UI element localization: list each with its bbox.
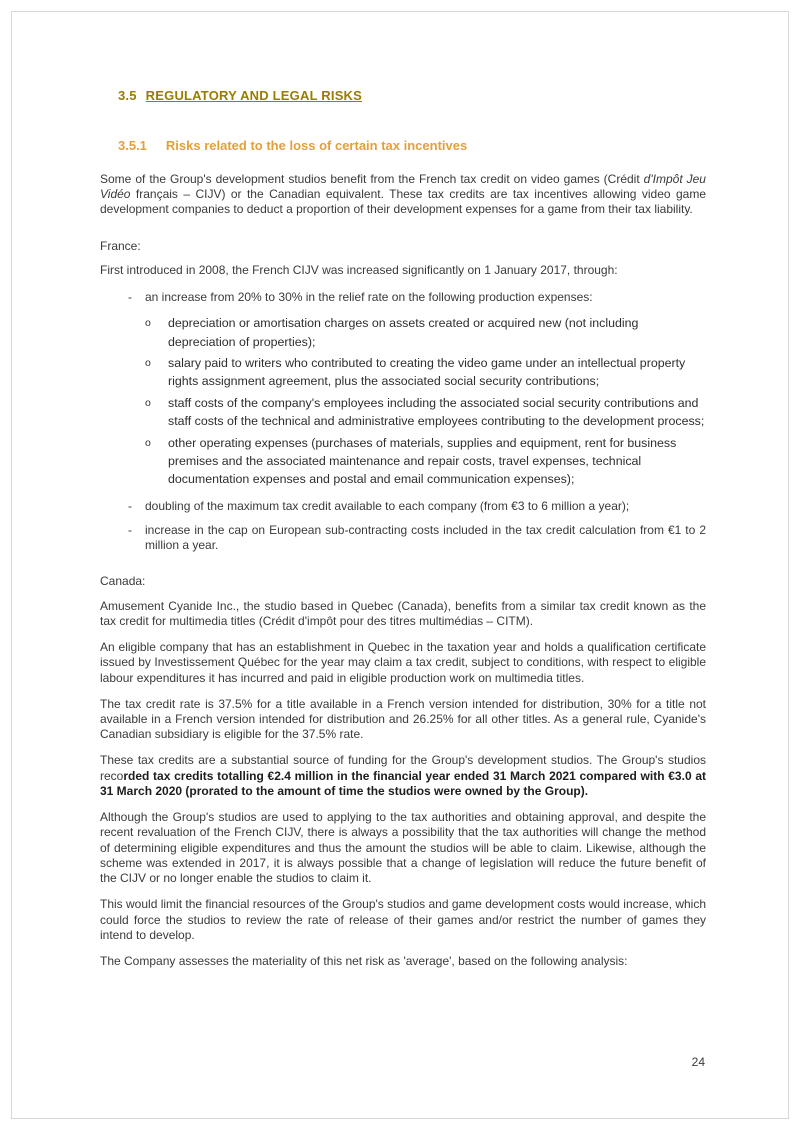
sub-bullet-item (100, 394, 706, 431)
circle-marker: o (145, 357, 151, 370)
circle-marker: o (145, 396, 151, 409)
sub-bullet-text: other operating expenses (purchases of materials, supplies and equipment, rent for business premises and the associated maintenance and repair costs, travel expenses, technical documentation expenses and postal and email communication expenses); (168, 435, 677, 487)
intro-text-2: français – CIJV) or the Canadian equivalent. These tax credits are tax incentives allowing video game development companies to deduct a proportion of their development expenses for a game from their tax liability. (100, 187, 706, 217)
page-content (100, 88, 706, 980)
closing-paragraph-3: This would limit the financial resources of the Group's studios and game development costs would increase, which could force the studios to review the rate of release of their games and/or restrict the number of games they intend to develop. (100, 897, 706, 942)
bullet-text: an increase from 20% to 30% in the relief rate on the following production expenses: (145, 290, 593, 305)
bullet-item-3 (100, 523, 706, 553)
closing-paragraph-4: The Company assesses the materiality of this net risk as 'average', based on the following analysis: (100, 954, 628, 969)
tax-credits-text-normal: These tax credits are a substantial source of funding for the Group's development studios. The Group's studios reco (100, 753, 706, 783)
circle-marker: o (145, 317, 151, 330)
bullet-text: doubling of the maximum tax credit available to each company (from €3 to 6 million a year); (145, 498, 630, 513)
section-heading (118, 88, 706, 105)
sub-bullet-item (100, 434, 706, 489)
france-lead: First introduced in 2008, the French CIJV was increased significantly on 1 January 2017, through: (100, 262, 618, 277)
sub-bullet-text: salary paid to writers who contributed to creating the video game under an intellectual property rights assignment agreement, plus the associated social security contributions; (168, 356, 686, 389)
section-title: REGULATORY AND LEGAL RISKS (145, 88, 363, 103)
dash-marker: - (128, 522, 132, 537)
intro-french-term: d'Impôt Jeu Vidéo (100, 172, 706, 202)
section-number: 3.5 (118, 88, 137, 103)
canada-paragraph-2: An eligible company that has an establishment in Quebec in the taxation year and holds a qualification certificate issued by Investissement Québec for the year may claim a tax credit, subject to conditions, with respect to eligible labour expenditures it has incurred and paid in eligible production work on multimedia titles. (100, 640, 706, 685)
tax-credits-paragraph (100, 753, 706, 799)
sub-bullet-text: staff costs of the company's employees including the associated social security contributions and staff costs of the technical and administrative employees contributing to the development process; (168, 395, 705, 429)
canada-label: Canada: (100, 574, 146, 589)
closing-paragraph-2: Although the Group's studios are used to applying to the tax authorities and obtaining approval, and despite the recent revaluation of the French CIJV, there is always a possibility that the tax authorities will change the method of determining eligible expenditures and thus the amount the studios will be able to claim. Likewise, although the scheme was extended in 2017, it is always possible that a change of legislation will reduce the future benefit of the CIJV or no longer enable the studios to claim it. (100, 810, 706, 886)
intro-text-1: Some of the Group's development studios benefit from the French tax credit on video games (Crédit (100, 172, 644, 186)
subsection-number: 3.5.1 (118, 137, 147, 153)
sub-bullet-text: depreciation or amortisation charges on assets created or acquired new (not including depreciation of properties); (168, 316, 639, 349)
subsection-heading (118, 138, 706, 155)
intro-paragraph (100, 172, 706, 218)
tax-credits-text-bold: rded tax credits totalling €2.4 million in the financial year ended 31 March 2021 compared with €3.0 at 31 March 2020 (prorated to the amount of time the studios were owned by the Group). (100, 768, 706, 798)
circle-marker: o (145, 436, 151, 449)
sub-bullet-list (100, 314, 706, 488)
canada-paragraph-1: Amusement Cyanide Inc., the studio based in Quebec (Canada), benefits from a similar tax credit known as the tax credit for multimedia titles (Crédit d'impôt pour des titres multimédias – CITM). (100, 598, 706, 628)
france-label: France: (100, 238, 141, 253)
sub-bullet-item (100, 354, 706, 391)
dash-marker: - (128, 290, 132, 305)
page-number: 24 (691, 1055, 705, 1069)
bullet-item-1 (100, 290, 706, 305)
bullet-item-2 (100, 499, 706, 514)
canada-paragraph-3: The tax credit rate is 37.5% for a title available in a French version intended for distribution, 30% for a title not available in a French version intended for distribution and 26.25% for all other titles. As a general rule, Cyanide's Canadian subsidiary is eligible for the 37.5% rate. (100, 696, 706, 742)
subsection-title: Risks related to the loss of certain tax incentives (165, 137, 468, 153)
dash-marker: - (128, 498, 132, 513)
bullet-text: increase in the cap on European sub-contracting costs included in the tax credit calculation from €1 to 2 million a year. (145, 522, 706, 553)
sub-bullet-item (100, 314, 706, 351)
